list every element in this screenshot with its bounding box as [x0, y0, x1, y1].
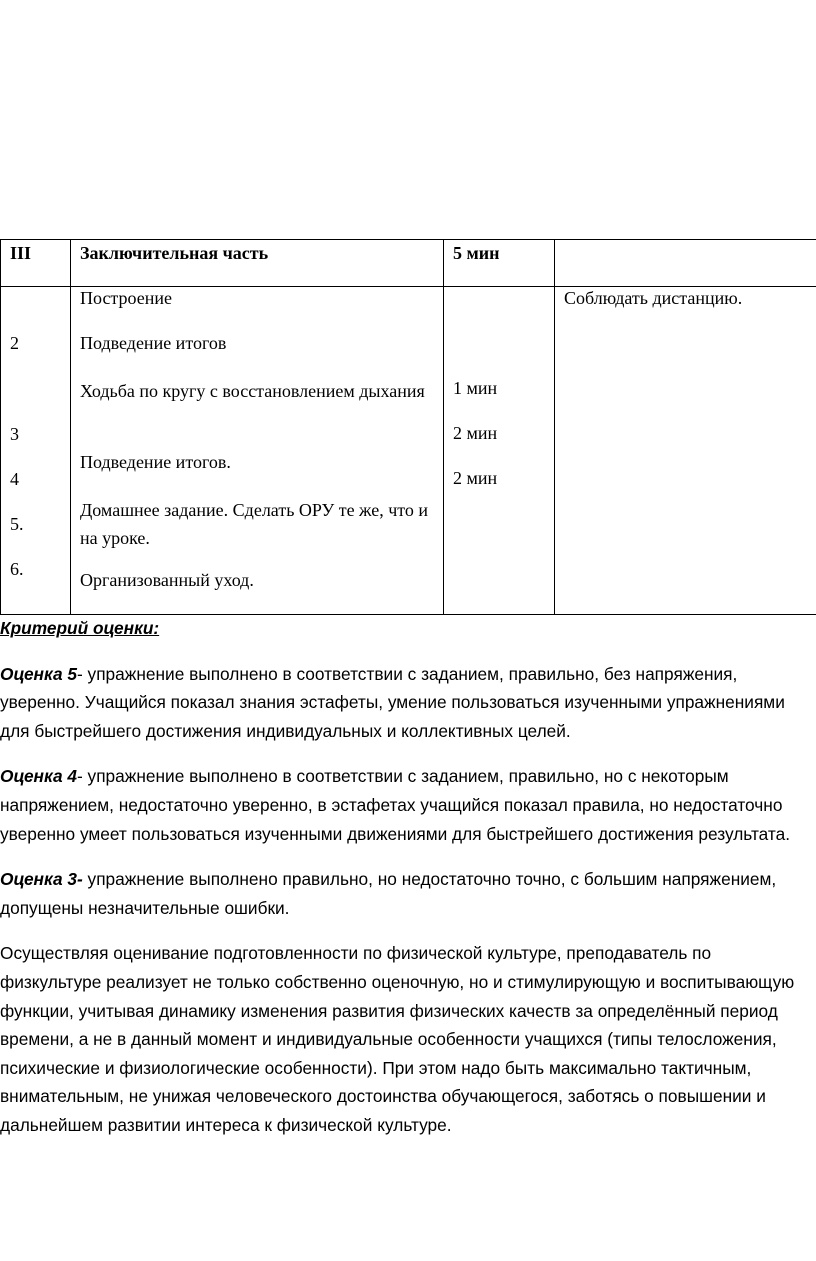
section-duration: 5 мин [444, 240, 555, 287]
item-number: 6. [10, 559, 24, 579]
grade-4-paragraph [0, 762, 816, 848]
items-cell [71, 287, 444, 615]
lesson-plan-table [0, 239, 816, 615]
section-number: III [1, 240, 71, 287]
note-cell [555, 287, 816, 615]
item-number: 2 [10, 333, 19, 353]
assessment-criteria [0, 614, 816, 1140]
grade-3-text: упражнение выполнено правильно, но недостаточно точно, с большим напряжением, допущены незначительные ошибки. [0, 869, 777, 918]
list-item: Домашнее задание. Сделать ОРУ те же, что и на уроке. [80, 500, 429, 548]
grade-3-label: Оценка 3- [0, 869, 83, 890]
table-header-row [1, 240, 816, 287]
list-item: Подведение итогов [80, 333, 227, 353]
item-number: 5. [10, 514, 24, 534]
note-text: Соблюдать дистанцию. [564, 288, 743, 308]
grade-4-text: - упражнение выполнено в соответствии с заданием, правильно, но с некоторым напряжением, недостаточно уверенно, в эстафетах учащийся показал правила, но недостаточно уверенно умеет пользоваться изученными движениями для быстрейшего достижения результата. [0, 766, 791, 844]
list-item: Организованный уход. [80, 570, 254, 590]
times-cell [444, 287, 555, 615]
list-item: Ходьба по кругу с восстановлением дыхания [80, 381, 425, 401]
section-notes [555, 240, 816, 287]
grade-3-paragraph [0, 865, 816, 922]
section-title: Заключительная часть [71, 240, 444, 287]
list-item: Построение [80, 288, 172, 308]
grade-5-label: Оценка 5 [0, 663, 77, 684]
item-time: 2 мин [453, 468, 498, 488]
grade-5-paragraph [0, 660, 816, 746]
criteria-title: Критерий оценки: [0, 618, 160, 638]
item-number: 3 [10, 424, 19, 444]
grade-4-label: Оценка 4 [0, 766, 77, 787]
numbers-cell [1, 287, 71, 615]
table-body-row [1, 287, 816, 615]
item-time: 1 мин [453, 378, 498, 398]
grade-5-text: - упражнение выполнено в соответствии с заданием, правильно, без напряжения, уверенно. Учащийся показал знания эстафеты, умение пользоваться изученными упражнениями для быстрейшего достижения индивидуальных и коллективных целей. [0, 663, 785, 741]
item-time: 2 мин [453, 423, 498, 443]
list-item: Подведение итогов. [80, 452, 231, 472]
summary-paragraph: Осуществляя оценивание подготовленности по физической культуре, преподаватель по физкультуре реализует не только собственно оценочную, но и стимулирующую и воспитывающую функции, учитывая динамику изменения развития физических качеств за определённый период времени, а не в данный момент и индивидуальные особенности учащихся (типы телосложения, психические и физиологические особенности). При этом надо быть максимально тактичным, внимательным, не унижая человеческого достоинства обучающегося, заботясь о повышении и дальнейшем развитии интереса к физической культуре. [0, 943, 795, 1135]
item-number: 4 [10, 469, 19, 489]
